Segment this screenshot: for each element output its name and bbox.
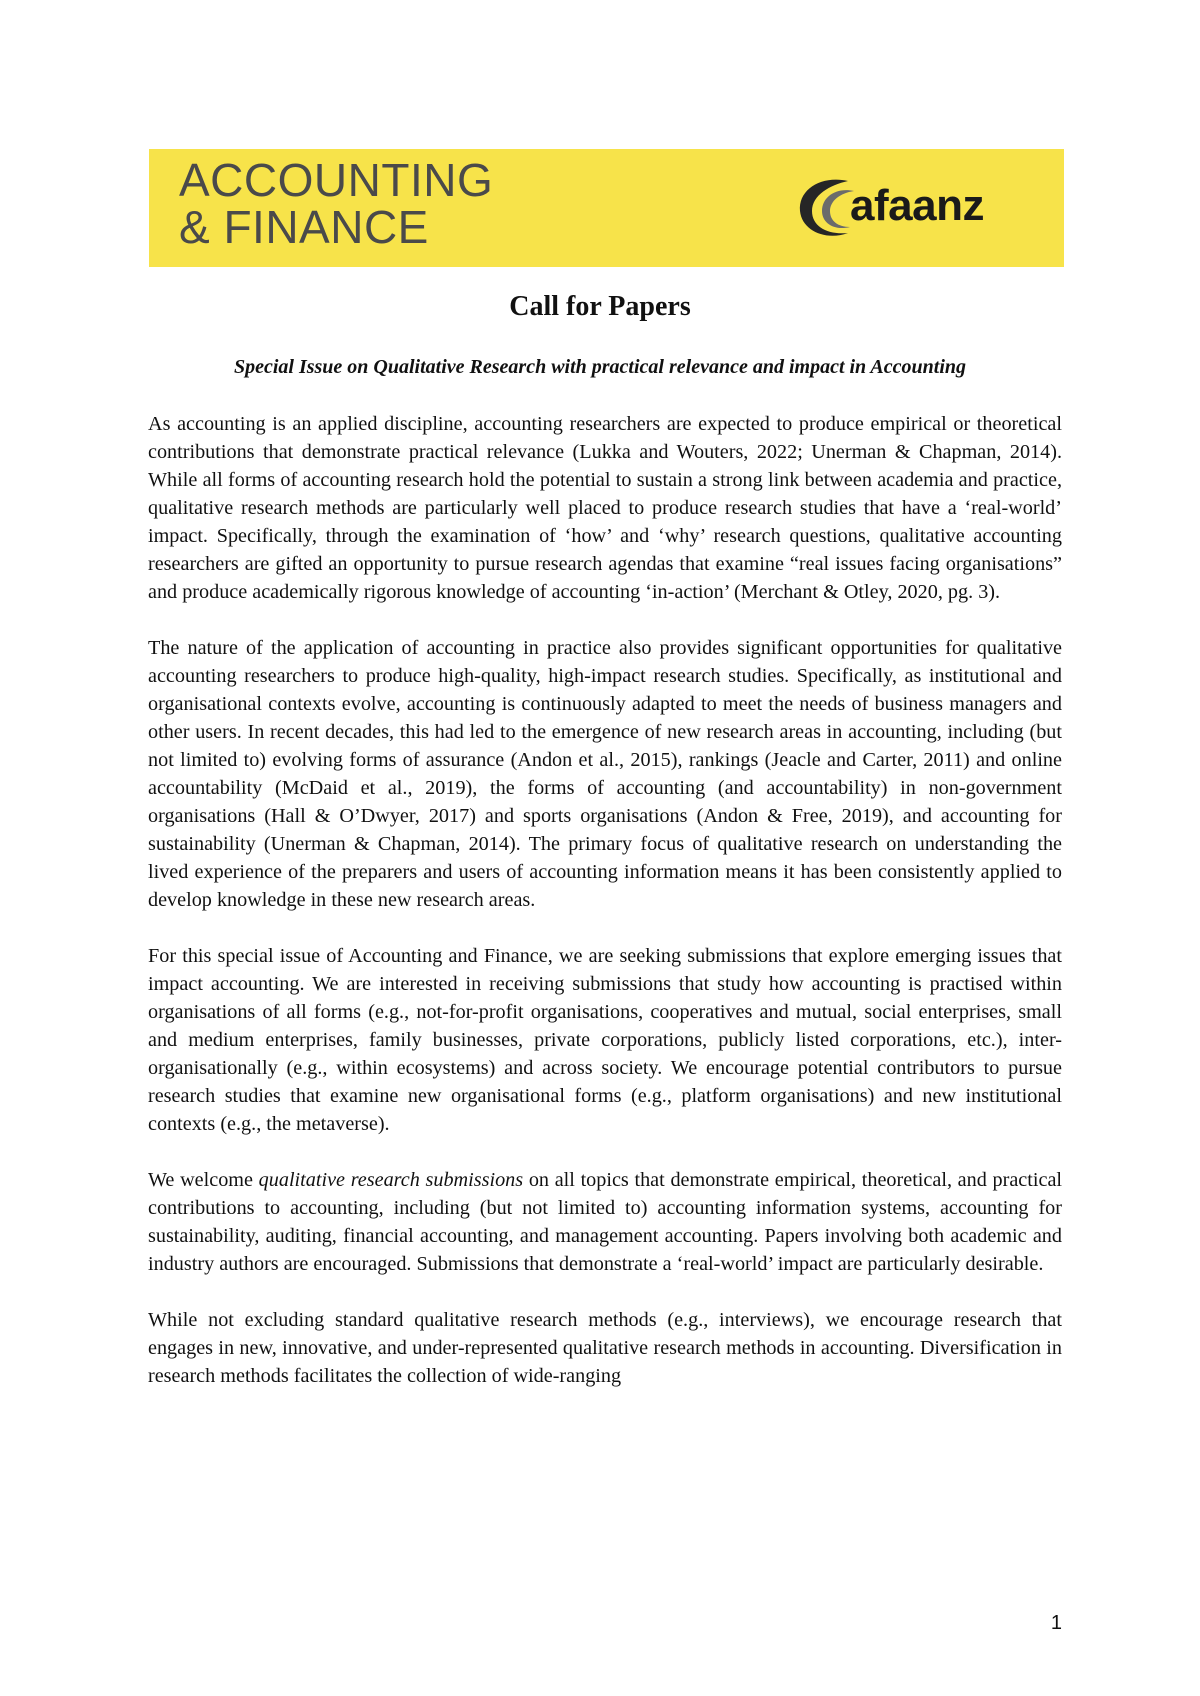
welcome-rest: on all topics that demonstrate empirical, theoretical, and practical contributions to accounting, including (but not limited to) accounting information systems, accounting for sustainability, auditing, financial accounting, and management accounting. Papers involving both academic and industry authors are encouraged. Submissions that demonstrate a ‘real-world’ impact are particularly desirable.	[148, 1169, 1063, 1275]
paragraph-special-issue: For this special issue of Accounting and Finance, we are seeking submissions that explore emerging issues that impact accounting. We are interested in receiving submissions that study how accounting is practised within organisations of all forms (e.g., not-for-profit organisations, cooperatives and mutual, social enterprises, small and medium enterprises, family businesses, private corporations, publicly listed corporations, etc.), inter-organisationally (e.g., within ecosystems) and across society. We encourage potential contributors to pursue research studies that examine new organisational forms (e.g., platform organisations) and new institutional contexts (e.g., the metaverse).	[148, 945, 1062, 1135]
welcome-emphasis: qualitative research submissions	[258, 1169, 524, 1191]
page-number: 1	[1050, 1612, 1062, 1634]
afaanz-logo	[792, 171, 1052, 243]
paragraph-nature: The nature of the application of accounting in practice also provides significant opportunities for qualitative accounting researchers to produce high-quality, high-impact research studies. Specifically, as institutional and organisational contexts evolve, accounting is continuously adapted to meet the needs of business managers and other users. In recent decades, this had led to the emergence of new research areas in accounting, including (but not limited to) evolving forms of assurance (Andon et al., 2015), rankings (Jeacle and Carter, 2011) and online accountability (McDaid et al., 2019), the forms of accounting (and accountability) in non-government organisations (Hall & O’Dwyer, 2017) and sports organisations (Andon & Free, 2019), and accounting for sustainability (Unerman & Chapman, 2014). The primary focus of qualitative research on understanding the lived experience of the preparers and users of accounting information means it has been consistently applied to develop knowledge in these new research areas.	[148, 637, 1062, 911]
afaanz-wordmark: afaanz	[850, 181, 984, 230]
journal-title: ACCOUNTING & FINANCE	[179, 154, 494, 253]
welcome-lead: We welcome	[148, 1169, 259, 1191]
journal-banner	[149, 149, 1064, 267]
paragraph-methods: While not excluding standard qualitative research methods (e.g., interviews), we encourage research that engages in new, innovative, and under-represented qualitative research methods in accounting. Diversification in research methods facilitates the collection of wide-ranging	[148, 1309, 1062, 1387]
special-issue-subtitle: Special Issue on Qualitative Research with practical relevance and impact in Accounting	[233, 356, 967, 378]
page-title: Call for Papers	[509, 291, 691, 322]
body-text	[148, 410, 1062, 1418]
paragraph-welcome	[148, 1166, 1062, 1278]
paragraph-intro: As accounting is an applied discipline, accounting researchers are expected to produce empirical or theoretical contributions that demonstrate practical relevance (Lukka and Wouters, 2022; Unerman & Chapman, 2014). While all forms of accounting research hold the potential to sustain a strong link between academia and practice, qualitative research methods are particularly well placed to produce research studies that have a ‘real-world’ impact. Specifically, through the examination of ‘how’ and ‘why’ research questions, qualitative accounting researchers are gifted an opportunity to pursue research agendas that examine “real issues facing organisations” and produce academically rigorous knowledge of accounting ‘in-action’ (Merchant & Otley, 2020, pg. 3).	[148, 413, 1062, 603]
